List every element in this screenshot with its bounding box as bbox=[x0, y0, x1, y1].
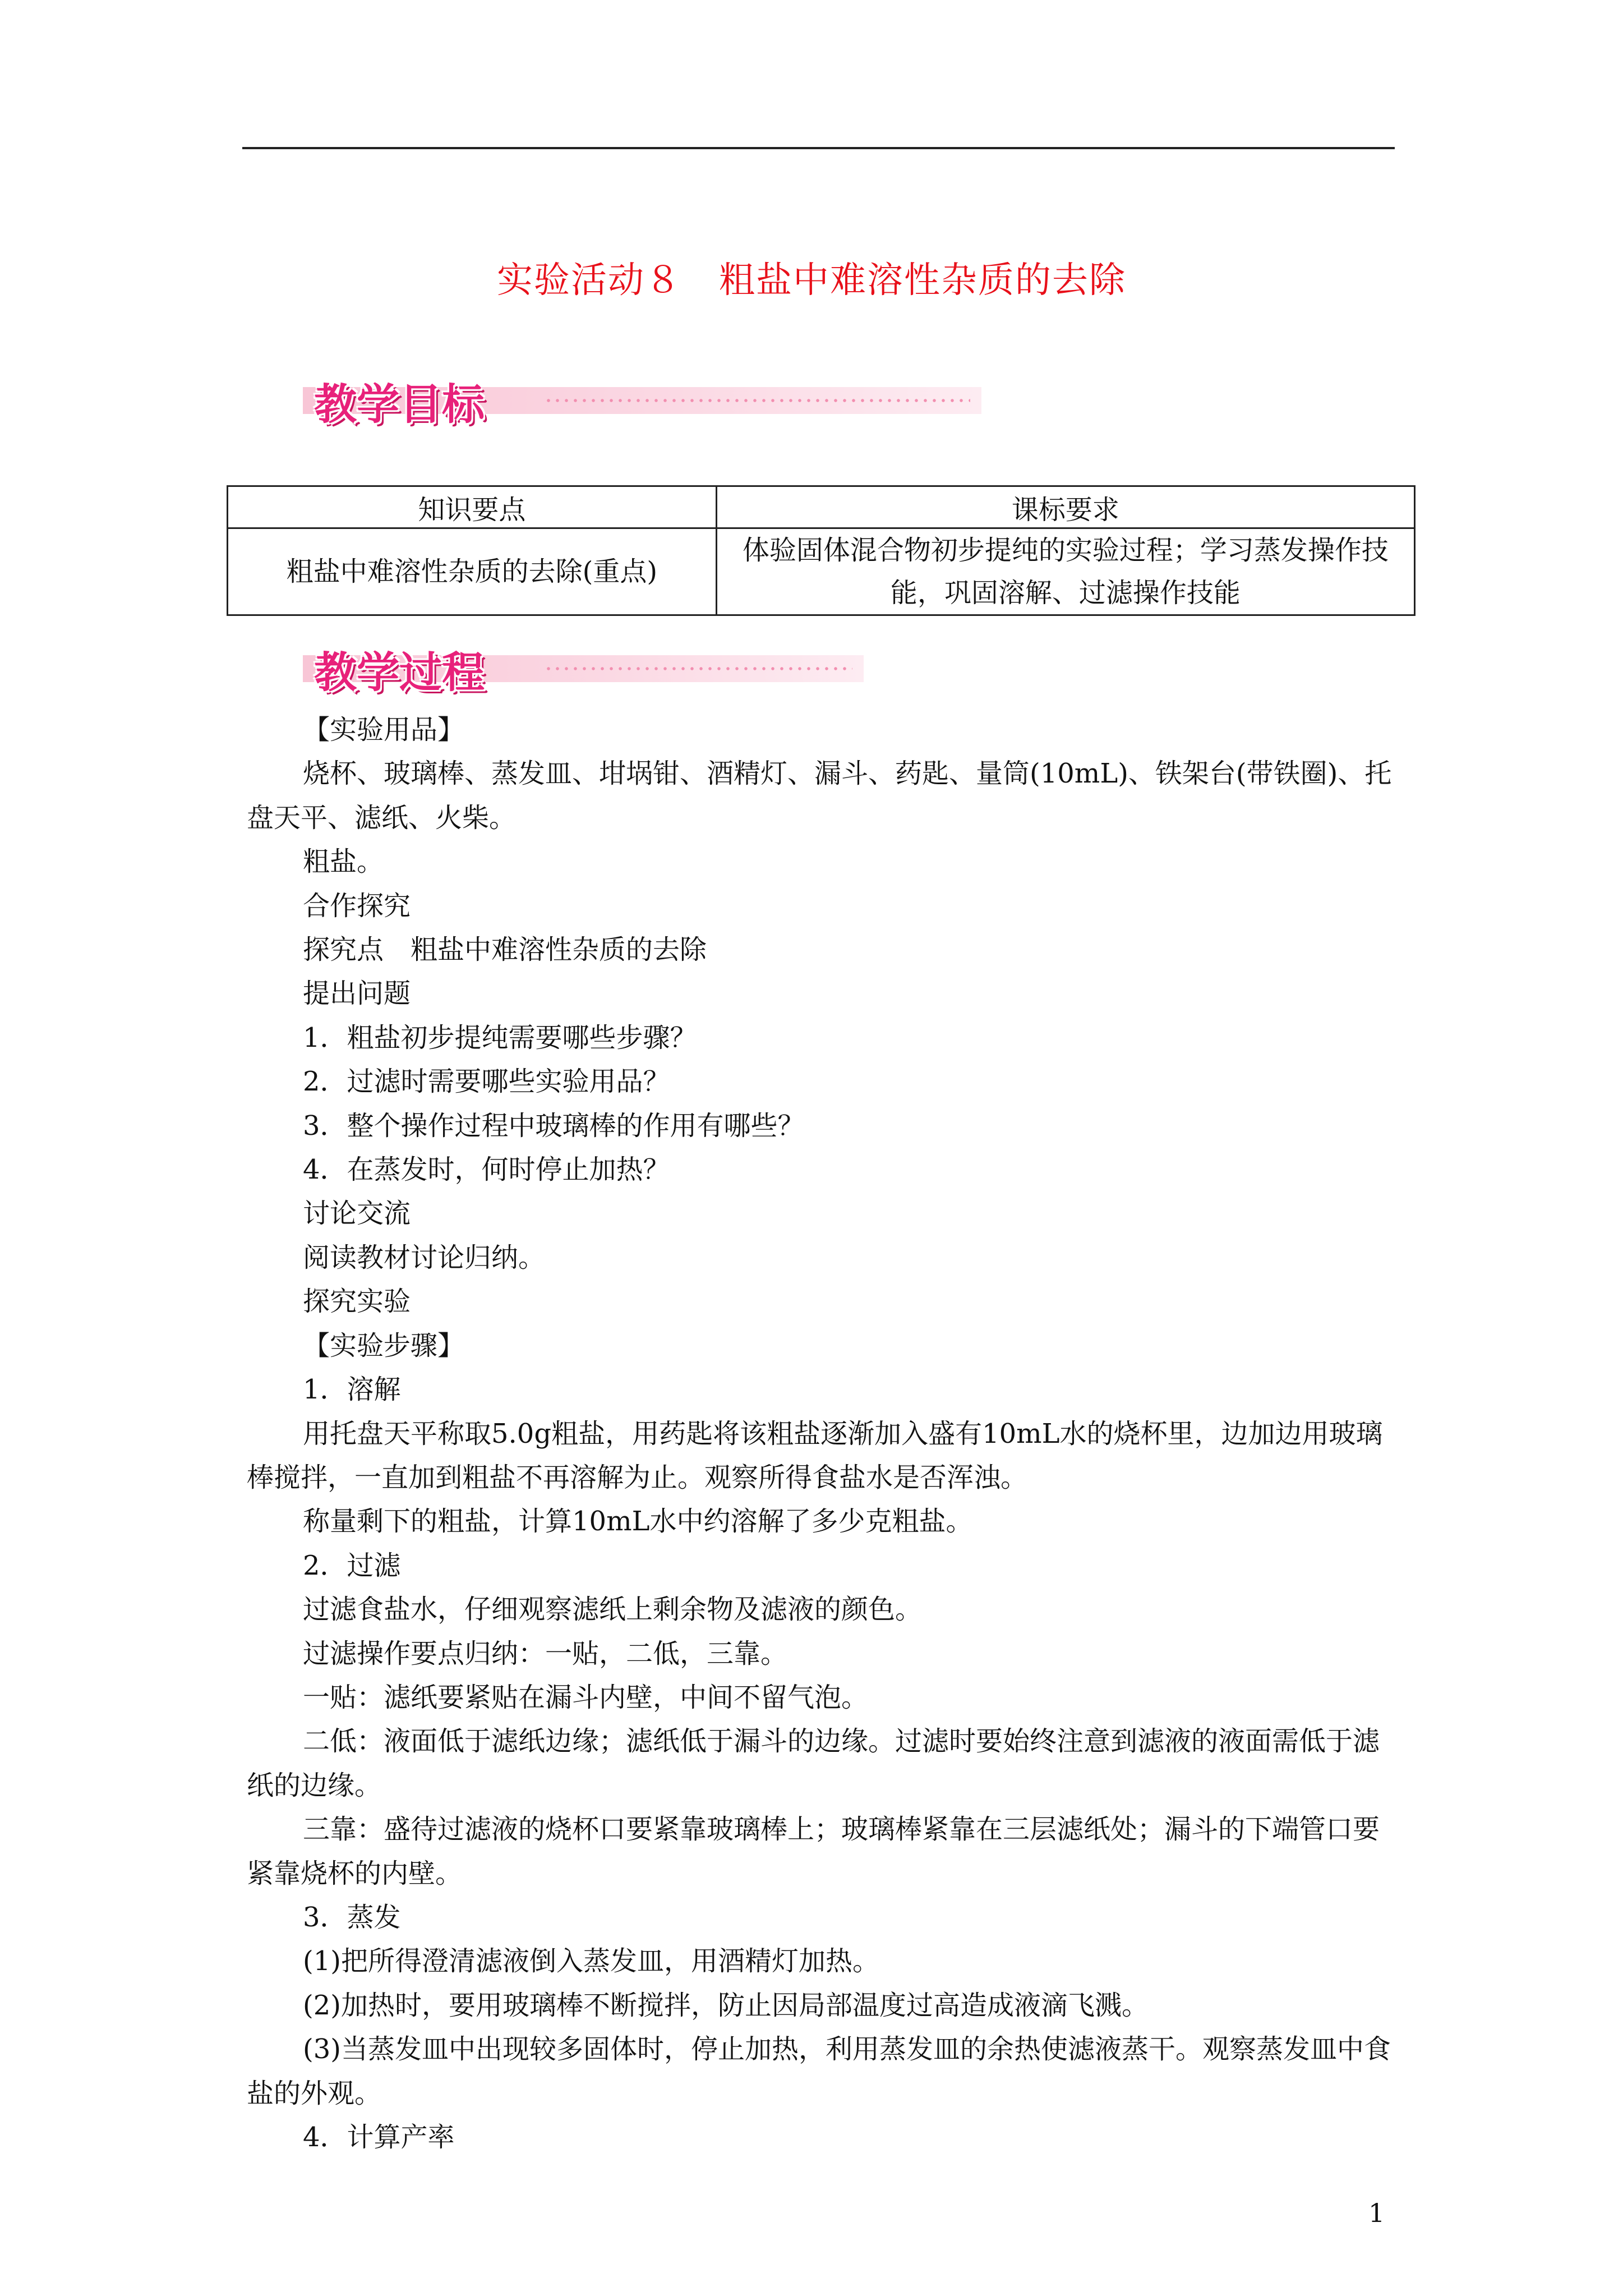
paragraph: 探究点 粗盐中难溶性杂质的去除 bbox=[303, 934, 707, 966]
table-header-cell: 知识要点 bbox=[228, 486, 717, 528]
paragraph: 提出问题 bbox=[303, 978, 411, 1010]
header-rule bbox=[242, 147, 1395, 149]
paragraph: (2)加热时，要用玻璃棒不断搅拌，防止因局部温度过高造成液滴飞溅。 bbox=[303, 1989, 1149, 2021]
paragraph: 探究实验 bbox=[303, 1286, 411, 1318]
banner-dots bbox=[544, 398, 970, 403]
paragraph: 3．蒸发 bbox=[303, 1901, 401, 1933]
body-text bbox=[247, 708, 1394, 2159]
table-row bbox=[228, 528, 1415, 615]
section-title-process: 教学过程 bbox=[314, 647, 485, 697]
table-header-row bbox=[228, 486, 1415, 528]
table-header-cell: 课标要求 bbox=[716, 486, 1414, 528]
page-number: 1 bbox=[1368, 2198, 1385, 2228]
paragraph: 一贴：滤纸要紧贴在漏斗内壁，中间不留气泡。 bbox=[303, 1681, 869, 1713]
paragraph: 烧杯、玻璃棒、蒸发皿、坩埚钳、酒精灯、漏斗、药匙、量筒(10mL)、铁架台(带铁圈)、托盘天平、滤纸、火柴。 bbox=[247, 758, 1392, 834]
paragraph: 称量剩下的粗盐，计算10mL水中约溶解了多少克粗盐。 bbox=[303, 1506, 973, 1538]
paragraph: 合作探究 bbox=[303, 890, 411, 922]
paragraph: 3．整个操作过程中玻璃棒的作用有哪些？ bbox=[303, 1110, 805, 1142]
goals-table bbox=[227, 485, 1415, 616]
banner-dots bbox=[544, 666, 852, 671]
paragraph: 2．过滤 bbox=[303, 1549, 401, 1581]
paragraph: 1．溶解 bbox=[303, 1374, 401, 1406]
paragraph: 1．粗盐初步提纯需要哪些步骤？ bbox=[303, 1022, 697, 1053]
paragraph: 三靠：盛待过滤液的烧杯口要紧靠玻璃棒上；玻璃棒紧靠在三层滤纸处；漏斗的下端管口要紧靠烧杯的内壁。 bbox=[247, 1814, 1380, 1889]
paragraph: 二低：液面低于滤纸边缘；滤纸低于漏斗的边缘。过滤时要始终注意到滤液的液面需低于滤纸的边缘。 bbox=[247, 1726, 1380, 1801]
paragraph: 【实验用品】 bbox=[303, 714, 465, 746]
paragraph: 粗盐。 bbox=[303, 846, 384, 878]
paragraph: 4．在蒸发时，何时停止加热？ bbox=[303, 1154, 670, 1186]
section-banner-process bbox=[303, 638, 864, 697]
section-title-goals: 教学目标 bbox=[314, 379, 485, 429]
section-banner-goals bbox=[303, 370, 981, 429]
paragraph: 用托盘天平称取5.0g粗盐，用药匙将该粗盐逐渐加入盛有10mL水的烧杯里，边加边用玻璃棒搅拌，一直加到粗盐不再溶解为止。观察所得食盐水是否浑浊。 bbox=[247, 1418, 1383, 1493]
paragraph: (1)把所得澄清滤液倒入蒸发皿，用酒精灯加热。 bbox=[303, 1945, 879, 1977]
table-cell: 体验固体混合物初步提纯的实验过程；学习蒸发操作技能，巩固溶解、过滤操作技能 bbox=[716, 528, 1414, 615]
paragraph: 过滤食盐水，仔细观察滤纸上剩余物及滤液的颜色。 bbox=[303, 1594, 923, 1626]
paragraph: (3)当蒸发皿中出现较多固体时，停止加热，利用蒸发皿的余热使滤液蒸干。观察蒸发皿中食盐的外观。 bbox=[247, 2033, 1391, 2109]
paragraph: 4．计算产率 bbox=[303, 2122, 455, 2153]
paragraph: 过滤操作要点归纳：一贴，二低，三靠。 bbox=[303, 1637, 788, 1669]
paragraph: 讨论交流 bbox=[303, 1198, 411, 1230]
paragraph: 【实验步骤】 bbox=[303, 1329, 465, 1361]
paragraph: 阅读教材讨论归纳。 bbox=[303, 1241, 546, 1273]
paragraph: 2．过滤时需要哪些实验用品？ bbox=[303, 1066, 670, 1098]
table-cell: 粗盐中难溶性杂质的去除(重点) bbox=[228, 528, 717, 615]
page-title: 实验活动８ 粗盐中难溶性杂质的去除 bbox=[497, 260, 1126, 301]
